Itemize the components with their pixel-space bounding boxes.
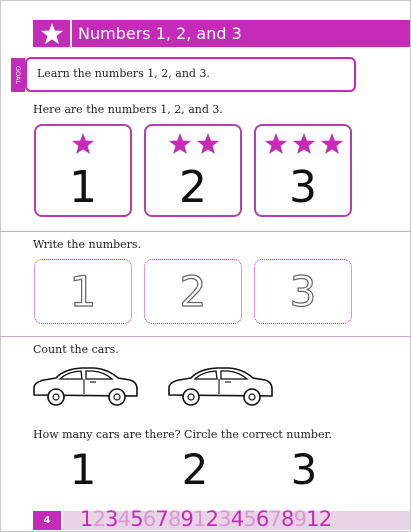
footer-digit: 4: [117, 507, 131, 531]
footer-digit: 8: [281, 507, 294, 531]
title-divider: [70, 18, 72, 49]
footer-digit: 1: [193, 507, 206, 531]
answer-choice-1[interactable]: 1: [69, 445, 97, 494]
page-number: 4: [43, 515, 51, 526]
footer-digit: 7: [155, 507, 168, 531]
answer-choice-3[interactable]: 3: [290, 445, 318, 494]
card-number: 2: [179, 162, 207, 213]
footer-digit: 8: [167, 507, 181, 531]
footer-digit: 7: [268, 507, 281, 531]
footer-digit: 2: [205, 507, 219, 531]
goal-tab-label: GOAL: [14, 65, 22, 85]
footer-digit: 6: [255, 507, 269, 531]
footer-digit: 3: [218, 507, 231, 531]
count-instruction: Count the cars.: [33, 343, 119, 356]
footer-digit: 5: [130, 507, 143, 531]
footer-digit: 9: [293, 507, 307, 531]
count-question: How many cars are there? Circle the correct number.: [33, 428, 333, 441]
star-icon: [71, 132, 95, 156]
footer-digit: 4: [230, 507, 244, 531]
star-icon: [264, 132, 344, 156]
footer-digits: [80, 507, 319, 531]
card-number: 3: [289, 162, 317, 213]
section-divider: [0, 336, 411, 337]
footer-digit: 5: [243, 507, 256, 531]
car-icon: [165, 363, 275, 409]
intro-instruction: Here are the numbers 1, 2, and 3.: [33, 103, 223, 116]
footer-digit: 3: [105, 507, 118, 531]
footer-digit: 6: [142, 507, 156, 531]
footer-digit: 9: [180, 507, 194, 531]
write-instruction: Write the numbers.: [33, 238, 142, 251]
star-icon: [40, 22, 64, 46]
star-icon: [168, 132, 220, 156]
answer-choice-2[interactable]: 2: [181, 445, 209, 494]
footer-digit: 1: [306, 507, 319, 531]
card-number: 1: [69, 162, 97, 213]
footer-digit-band: [80, 507, 331, 532]
trace-number: 2: [179, 267, 207, 316]
trace-number: 1: [69, 267, 97, 316]
car-icon: [30, 363, 140, 409]
footer-digit: 1: [80, 507, 93, 531]
page-title: Numbers 1, 2, and 3: [78, 24, 242, 43]
footer-digit: 2: [92, 507, 106, 531]
section-divider: [0, 231, 411, 232]
footer-digit-trail: 2: [318, 507, 332, 531]
goal-text: Learn the numbers 1, 2, and 3.: [37, 67, 210, 80]
trace-number: 3: [289, 267, 317, 316]
